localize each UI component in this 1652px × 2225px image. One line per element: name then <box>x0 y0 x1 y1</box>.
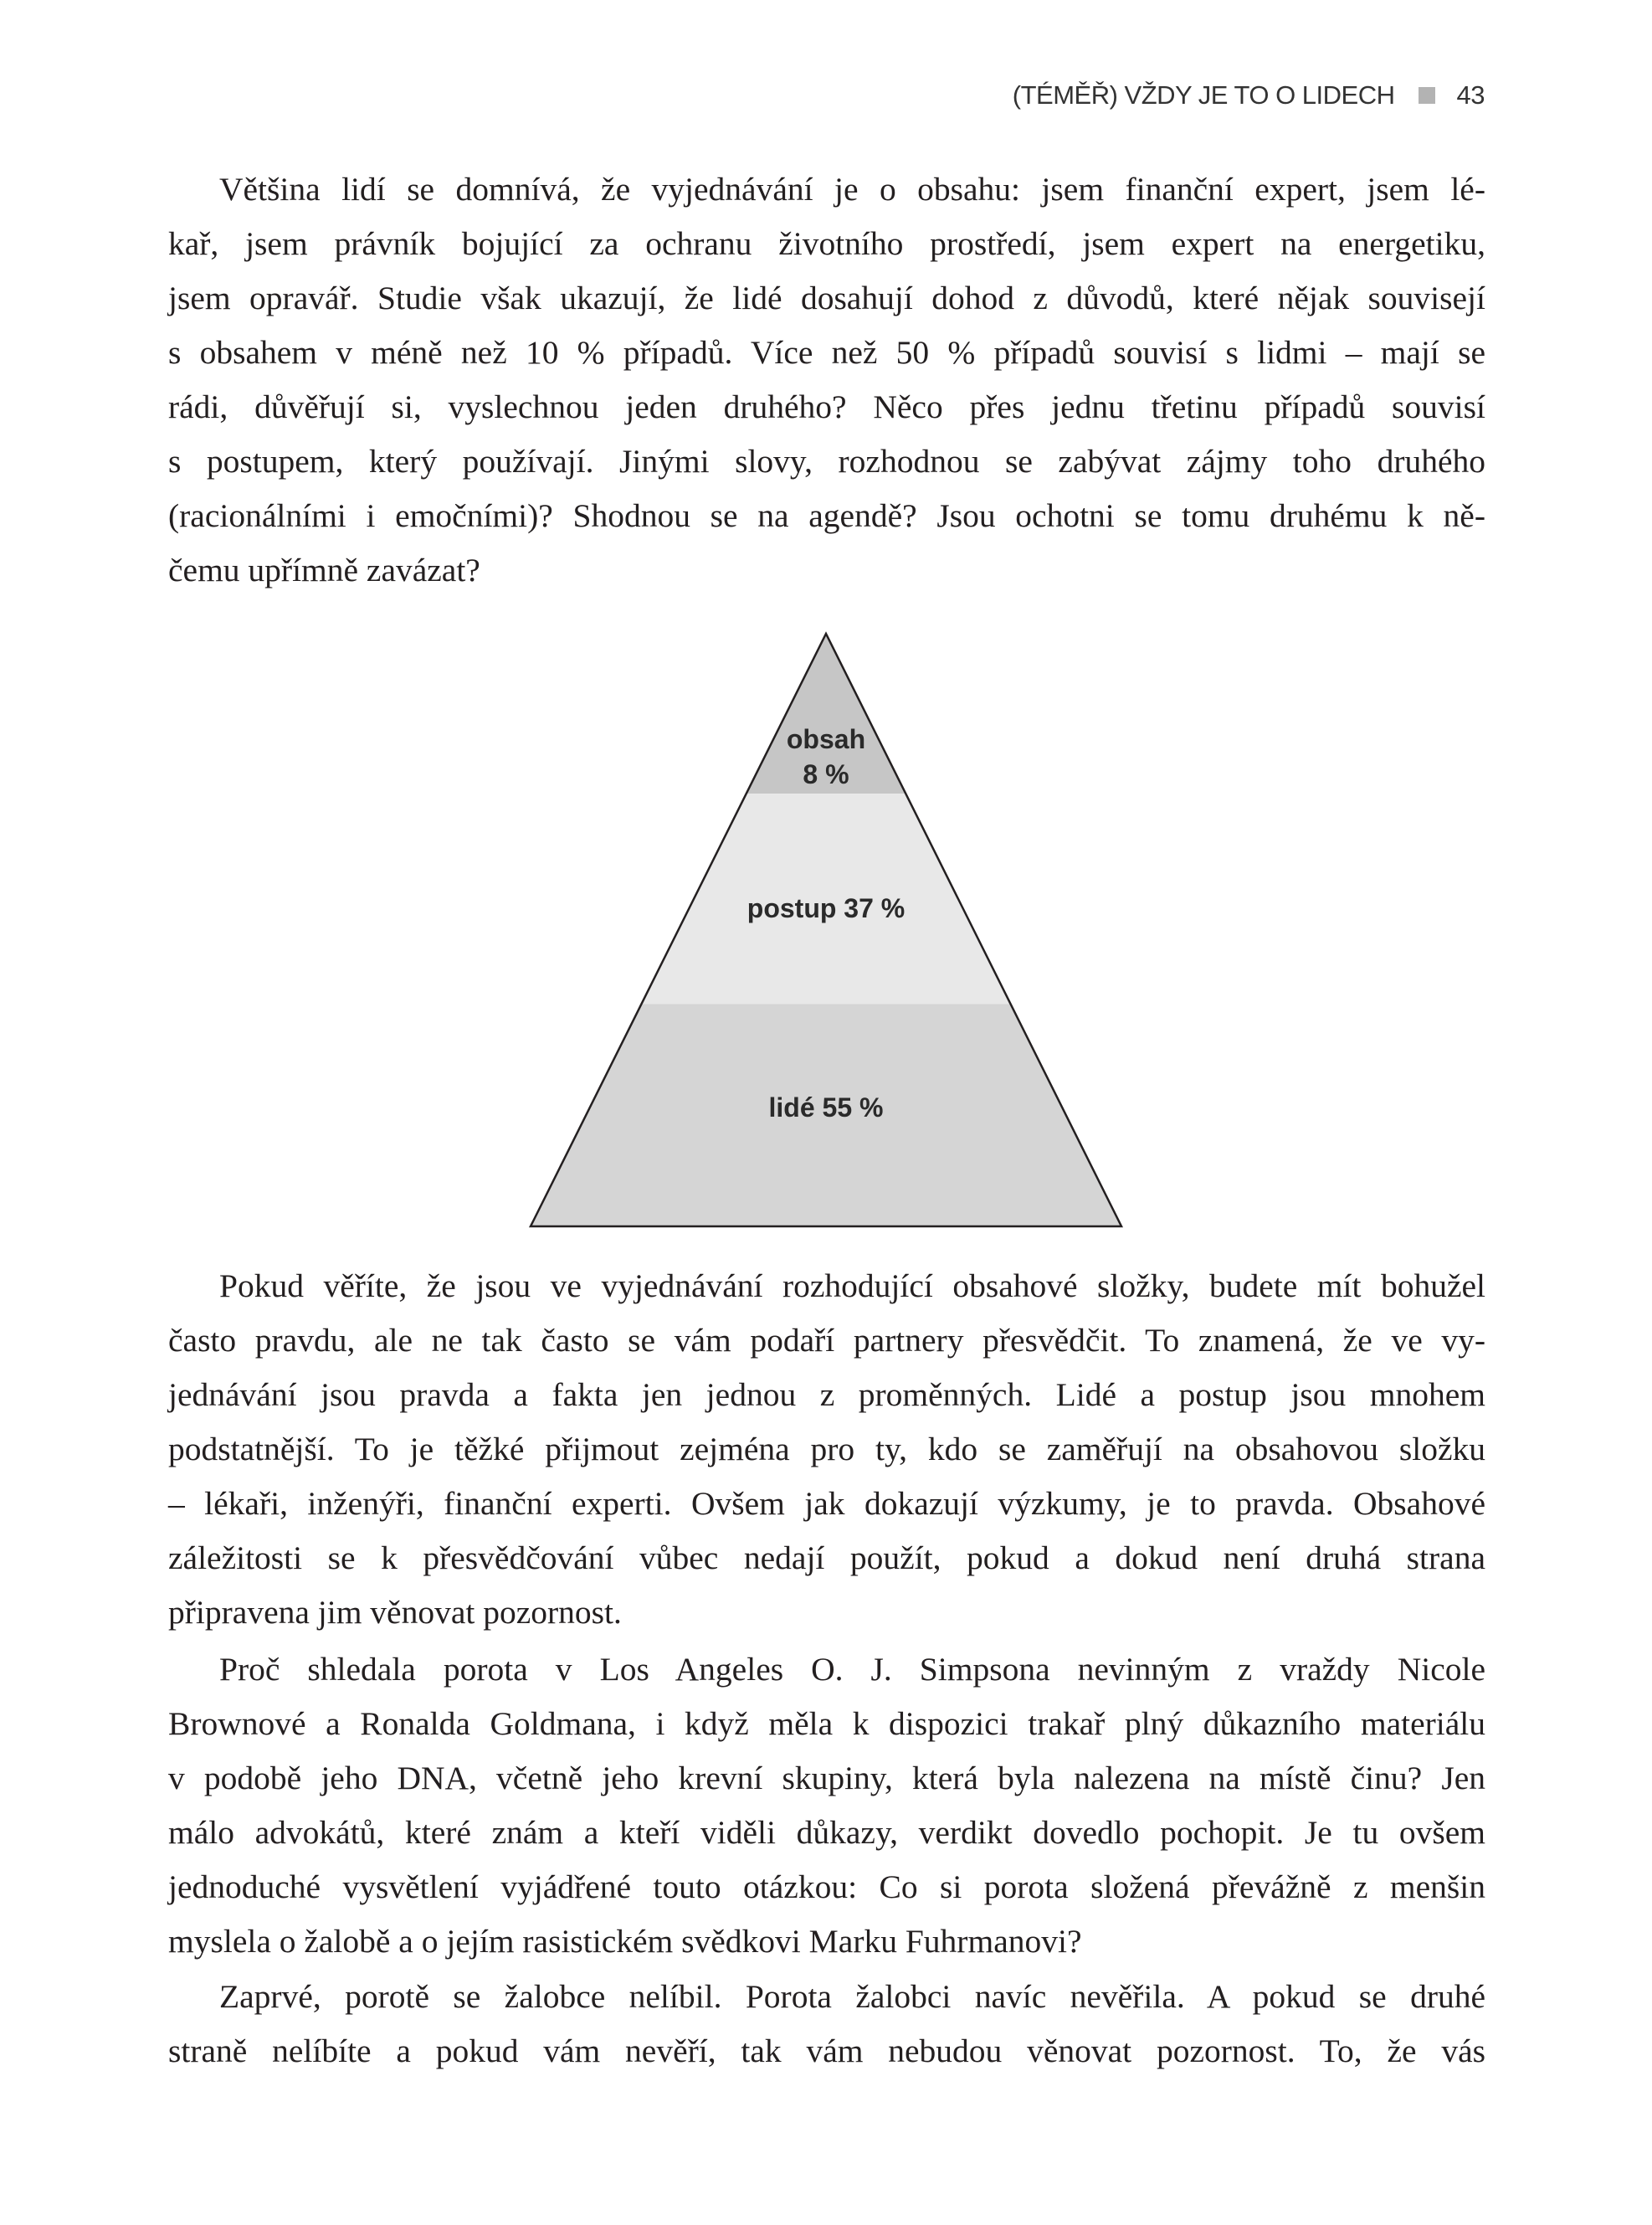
text-line: jsem opravář. Studie však ukazují, že lidé dosahují dohod z důvodů, které nějak souvisejí <box>168 280 1485 316</box>
text-line: záležitosti se k přesvědčování vůbec nedají použít, pokud a dokud není druhá strana <box>168 1539 1485 1576</box>
running-title: (TÉMĚŘ) VŽDY JE TO O LIDECH <box>1012 80 1395 110</box>
text-line: podstatnější. To je těžké přijmout zejména pro ty, kdo se zaměřují na obsahovou složku <box>168 1431 1485 1467</box>
text-line: rádi, důvěřují si, vyslechnou jeden druhého? Něco přes jednu třetinu případů souvisí <box>168 388 1485 425</box>
label-obsah: obsah <box>786 724 866 754</box>
text-line: málo advokátů, které znám a kteří viděli důkazy, verdikt dovedlo pochopit. Je tu ovšem <box>168 1814 1485 1851</box>
value-obsah: 8 % <box>803 759 849 789</box>
text-line: připravena jim věnovat pozornost. <box>168 1594 622 1631</box>
text-line: Pokud věříte, že jsou ve vyjednávání rozhodující obsahové složky, budete mít bohužel <box>219 1267 1485 1304</box>
label-postup: postup 37 % <box>746 893 906 923</box>
text-line: Většina lidí se domnívá, že vyjednávání je o obsahu: jsem finanční expert, jsem lé- <box>219 171 1485 208</box>
text-line: straně nelíbíte a pokud vám nevěří, tak vám nebudou věnovat pozornost. To, že vás <box>168 2032 1485 2069</box>
text-line: v podobě jeho DNA, včetně jeho krevní skupiny, která byla nalezena na místě činu? Jen <box>168 1760 1485 1796</box>
text-line: Brownové a Ronalda Goldmana, i když měla k dispozici trakař plný důkazního materiálu <box>168 1705 1485 1742</box>
text-line: jednávání jsou pravda a fakta jen jednou z proměnných. Lidé a postup jsou mnohem <box>168 1376 1485 1413</box>
text-line: čemu upřímně zavázat? <box>168 552 480 588</box>
text-line: Proč shledala porota v Los Angeles O. J. Simpsona nevinným z vraždy Nicole <box>219 1651 1485 1688</box>
text-line: často pravdu, ale ne tak často se vám podaří partnery přesvědčit. To znamená, že ve vy- <box>168 1322 1485 1359</box>
paragraph-2 <box>168 1259 1485 1640</box>
page-number: 43 <box>1456 80 1485 110</box>
text-line: kař, jsem právník bojující za ochranu životního prostředí, jsem expert na energetiku, <box>168 225 1485 262</box>
label-lide: lidé 55 % <box>768 1092 884 1123</box>
text-line: Zaprvé, porotě se žalobce nelíbil. Porota žalobci navíc nevěřila. A pokud se druhé <box>219 1978 1485 2015</box>
paragraph-4 <box>168 1970 1485 2079</box>
text-line: myslela o žalobě a o jejím rasistickém svědkovi Marku Fuhrmanovi? <box>168 1923 1082 1960</box>
text-line: jednoduché vysvětlení vyjádřené touto otázkou: Co si porota složená převážně z menšin <box>168 1868 1485 1905</box>
text-line: (racionálními i emočními)? Shodnou se na agendě? Jsou ochotni se tomu druhému k ně- <box>168 497 1485 534</box>
text-line: – lékaři, inženýři, finanční experti. Ovšem jak dokazují výzkumy, je to pravda. Obsahové <box>168 1485 1485 1522</box>
paragraph-3 <box>168 1642 1485 1969</box>
text-line: s obsahem v méně než 10 % případů. Více než 50 % případů souvisí s lidmi – mají se <box>168 334 1485 371</box>
text-line: s postupem, který používají. Jinými slovy, rozhodnou se zabývat zájmy toho druhého <box>168 443 1485 480</box>
